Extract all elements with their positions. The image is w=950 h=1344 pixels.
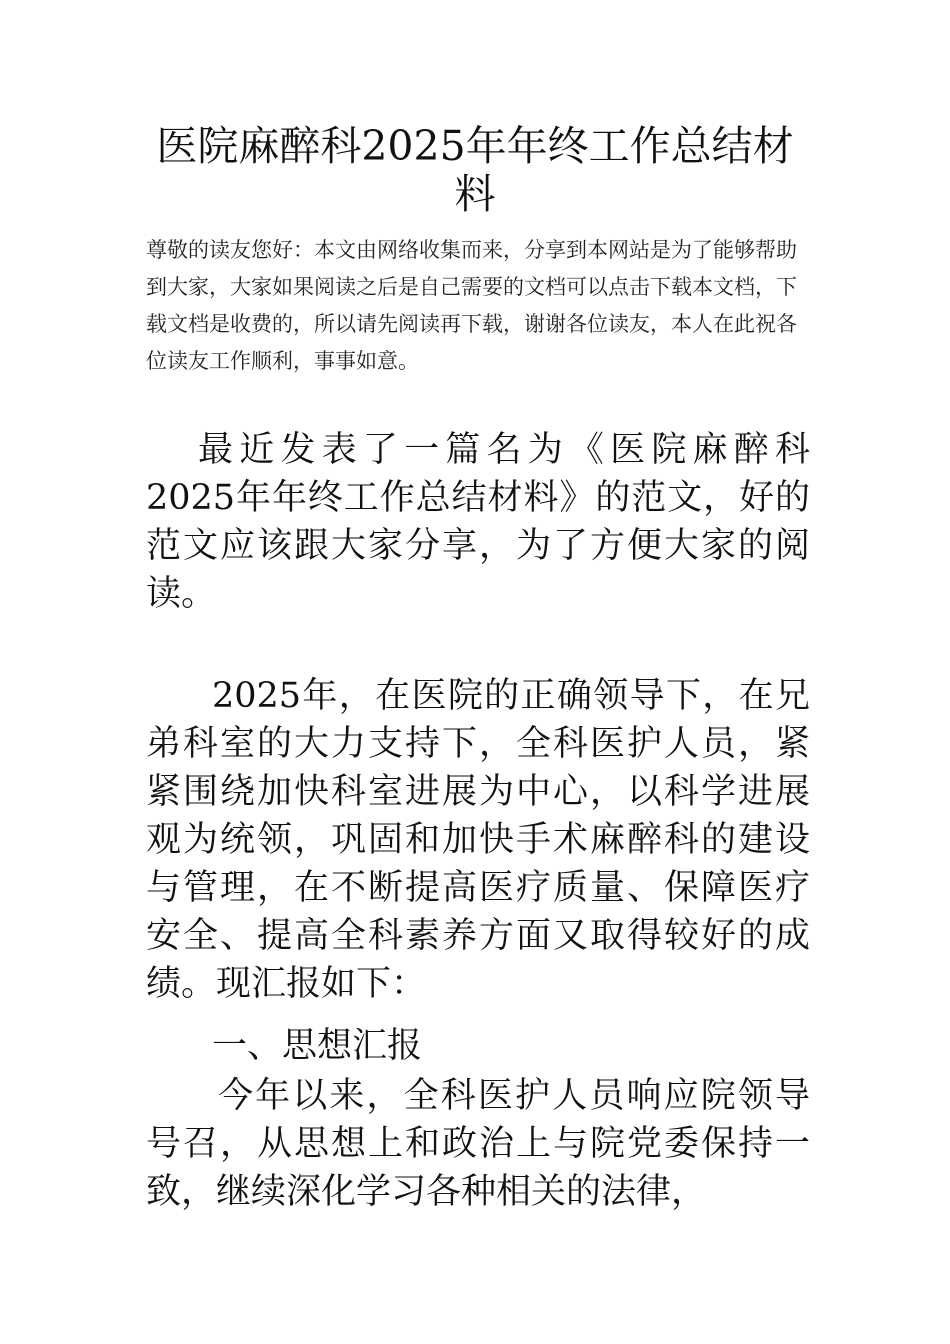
intro-paragraph: 最近发表了一篇名为《医院麻醉科2025年年终工作总结材料》的范文，好的范文应该跟大家分享，为了方便大家的阅读。: [146, 430, 810, 614]
reader-notice: 尊敬的读友您好：本文由网络收集而来，分享到本网站是为了能够帮助到大家，大家如果阅读之后是自己需要的文档可以点击下载本文档，下载文档是收费的，所以请先阅读再下载，谢谢各位读友，本人在此祝各位读友工作顺利，事事如意。: [146, 238, 797, 373]
section-paragraph: 今年以来，全科医护人员响应院领导号召，从思想上和政治上与院党委保持一致，继续深化学习各种相关的法律，: [146, 1076, 810, 1212]
section-heading: 一、思想汇报: [212, 1026, 423, 1066]
summary-paragraph: 2025年，在医院的正确领导下，在兄弟科室的大力支持下，全科医护人员，紧紧围绕加快科室进展为中心，以科学进展观为统领，巩固和加快手术麻醉科的建设与管理，在不断提高医疗质量、保障医疗安全、提高全科素养方面又取得较好的成绩。现汇报如下：: [146, 676, 810, 1004]
document-title: 医院麻醉科2025年年终工作总结材料: [156, 122, 794, 218]
